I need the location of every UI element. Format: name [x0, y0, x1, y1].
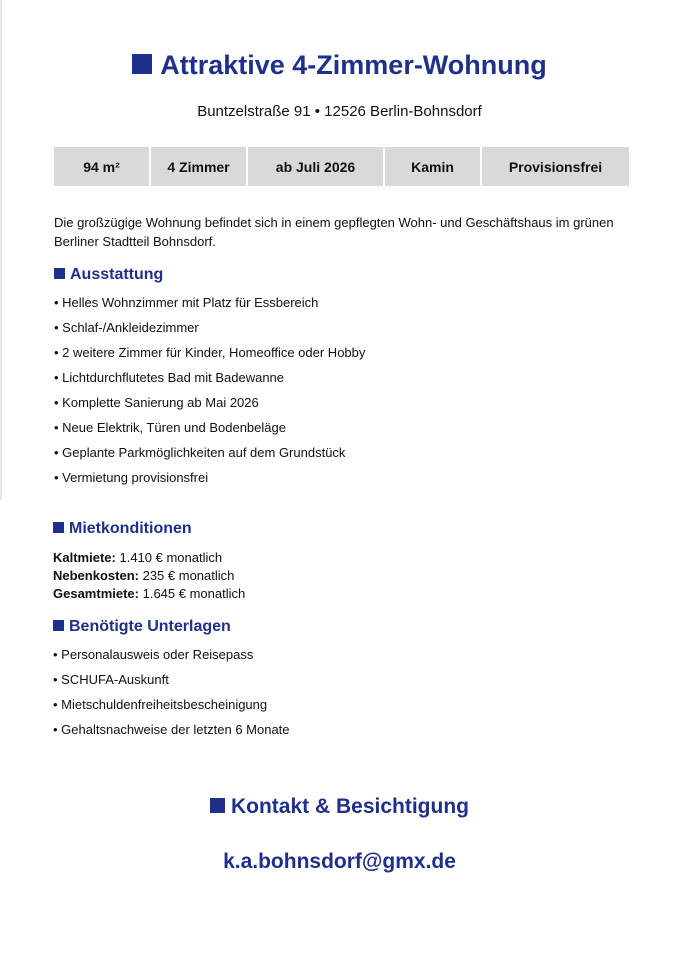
- square-bullet-icon: [54, 268, 65, 279]
- section-heading-mietkonditionen: [53, 520, 192, 538]
- rent-label: Nebenkosten:: [53, 568, 139, 583]
- fact-commission: Provisionsfrei: [508, 158, 603, 175]
- rent-label: Gesamtmiete:: [53, 586, 139, 601]
- rent-value: 1.410 € monatlich: [119, 550, 223, 565]
- fact-availability: ab Juli 2026: [248, 147, 385, 186]
- list-item: • Helles Wohnzimmer mit Platz für Essbereich: [54, 295, 319, 310]
- list-item: • Gehaltsnachweise der letzten 6 Monate: [53, 722, 290, 737]
- fact-rooms: 4 Zimmer: [151, 147, 248, 186]
- square-bullet-icon: [132, 54, 152, 74]
- rent-value: 1.645 € monatlich: [142, 586, 246, 601]
- fact-size: 94 m²: [54, 147, 151, 186]
- rent-row-kaltmiete: [53, 549, 245, 567]
- square-bullet-icon: [210, 798, 225, 813]
- fact-fireplace: Kamin: [385, 147, 482, 186]
- list-item: • Geplante Parkmöglichkeiten auf dem Grundstück: [54, 445, 346, 460]
- section-heading-text: Benötigte Unterlagen: [69, 618, 231, 635]
- list-item: • Personalausweis oder Reisepass: [53, 647, 254, 662]
- contact-heading: [0, 795, 679, 819]
- address-line: Buntzelstraße 91 • 12526 Berlin-Bohnsdorf: [197, 103, 482, 120]
- section-heading-unterlagen: [53, 618, 231, 636]
- list-item: • Lichtdurchflutetes Bad mit Badewanne: [54, 370, 285, 385]
- list-item: • SCHUFA-Auskunft: [53, 672, 169, 687]
- rent-row-nebenkosten: [53, 567, 245, 585]
- square-bullet-icon: [53, 522, 64, 533]
- list-item: • 2 weitere Zimmer für Kinder, Homeoffice oder Hobby: [54, 345, 366, 360]
- unterlagen-list: [53, 647, 290, 747]
- list-item: • Komplette Sanierung ab Mai 2026: [54, 395, 259, 410]
- contact-email-link[interactable]: k.a.bohnsdorf@gmx.de: [223, 850, 456, 873]
- page-title-text: Attraktive 4-Zimmer-Wohnung: [160, 50, 547, 80]
- list-item: • Schlaf-/Ankleidezimmer: [54, 320, 199, 335]
- rent-label: Kaltmiete:: [53, 550, 116, 565]
- section-heading-text: Mietkonditionen: [69, 520, 192, 537]
- list-item: • Vermietung provisionsfrei: [54, 470, 209, 485]
- list-item: • Neue Elektrik, Türen und Bodenbeläge: [54, 420, 286, 435]
- page-title: [0, 50, 679, 81]
- contact-heading-text: Kontakt & Besichtigung: [230, 795, 469, 818]
- rent-conditions: [53, 549, 245, 603]
- section-heading-ausstattung: [54, 266, 163, 284]
- section-heading-text: Ausstattung: [70, 266, 164, 283]
- rent-row-gesamtmiete: [53, 585, 245, 603]
- intro-paragraph: Die großzügige Wohnung befindet sich in einem gepflegten Wohn- und Geschäftshaus im grünen Berliner Stadtteil Bohnsdorf.: [54, 215, 614, 249]
- rent-value: 235 € monatlich: [142, 568, 235, 583]
- square-bullet-icon: [53, 620, 64, 631]
- ausstattung-list: [54, 295, 365, 495]
- list-item: • Mietschuldenfreiheitsbescheinigung: [53, 697, 268, 712]
- facts-bar: [54, 147, 629, 186]
